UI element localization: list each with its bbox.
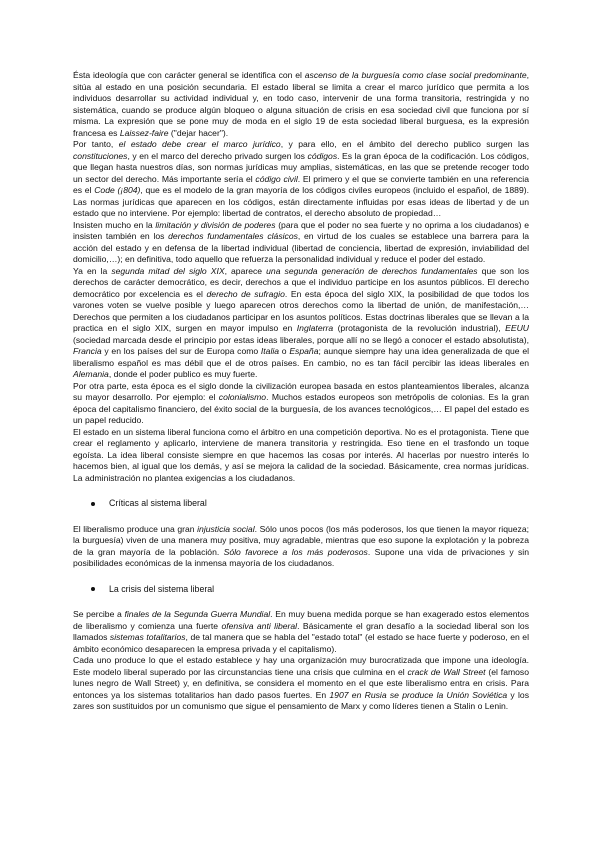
paragraph (73, 655, 529, 713)
text-run: que son los derechos de carácter democrático, es decir, derechos a que el individuo participe en los asuntos públicos. El derecho democrático por excelencia es el (73, 265, 529, 299)
emphasis-text: España (289, 346, 319, 356)
emphasis-text: código civil (255, 173, 298, 184)
emphasis-text: injusticia social (197, 523, 255, 534)
text-run: . Muchos estados europeos son metrópolis de colonias. Es la gran época del capitalismo financiero, del éxito social de la burguesía, de los avances tecnológicos,… El papel del estado es un papel reducido. (73, 392, 530, 425)
paragraph (73, 266, 529, 381)
text-run: El liberalismo produce una gran (73, 523, 198, 534)
section-heading (91, 584, 529, 596)
text-run: (para que el poder no sea fuerte y no oprima a los ciudadanos) e insisten también en los (73, 219, 529, 241)
paragraph (73, 381, 529, 427)
emphasis-text: ascenso de la burguesía como clase social predominante (304, 70, 527, 80)
text-run: Insisten mucho en la (73, 219, 156, 230)
text-run: y los zares son sustituidos por un comunismo que sigue el pensamiento de Marx y como líderes tienen a Stalin o Lenin. (73, 689, 530, 711)
text-run: , que es el modelo de la gran mayoría de los códigos civiles europeos (incluido el español, de 1889). Las normas jurídicas que aparecen en los códigos, están directamente influidas por esas ideas de libertad y de un estado que no interviene. Por ejemplo: libertad de contratos, el derecho absoluto de propiedad… (73, 185, 529, 218)
emphasis-text: EEUU (505, 323, 530, 333)
emphasis-text: crack de Wall Street (407, 666, 486, 677)
emphasis-text: Code (¡804) (94, 185, 141, 195)
text-run: , aparece (224, 265, 267, 276)
section-heading-label: Críticas al sistema liberal (109, 498, 207, 508)
text-run: y en los países del sur de Europa como (101, 346, 261, 356)
emphasis-text: 1907 en Rusia se produce la Unión Soviética (329, 689, 508, 700)
emphasis-text: códigos (307, 150, 338, 161)
text-run: (sociedad marcada desde el principio por estas ideas liberales, porque allí no se llegó a conocer el estado absolutista), (73, 334, 529, 345)
text-run: Ya en la (73, 265, 112, 276)
text-run: . Básicamente el gran desafío a la sociedad liberal son los llamados (73, 620, 529, 642)
section-heading-label: La crisis del sistema liberal (109, 583, 215, 594)
text-run: , en virtud de los cuales se establece una barrera para la acción del estado y en defensa de la libertad individual (libertad de conciencia, libertad de expresión, inviabilidad del domicilio,…); en definitiva, todo aquello que refuerza la personalidad individual y reduce el poder del estado. (73, 231, 530, 264)
emphasis-text: ofensiva anti liberal (221, 620, 298, 631)
text-run: , de tal manera que se habla del "estado total" (el estado se hace fuerte y poderoso, en el ámbito económico desaparecen la empresa privada y el capitalismo). (73, 632, 529, 654)
emphasis-text: segunda mitad del siglo XIX (111, 265, 225, 276)
paragraph (73, 609, 529, 655)
paragraph (73, 70, 529, 139)
text-run: Se percibe a (73, 609, 125, 619)
text-run: . El primero y el que se convierte también en una referencia es el (73, 173, 529, 195)
text-run: , sitúa al estado en una posición secundaria. El estado liberal se limita a crear el marco jurídico que permita a los individuos desarrollar su actividad individual y, en todo caso, intervenir de una forma transitoria, restringida y no sistemática, cuando se produce algún bloqueo o alguna situación de crisis en esa sociedad civil que funciona por sí misma. La expresión que se pone muy de moda en el siglo 19 de esta sociedad liberal burguesa, es la expresión francesa es (73, 70, 529, 138)
emphasis-text: derechos fundamentales clásicos (168, 231, 298, 241)
emphasis-text: Italia (260, 346, 280, 356)
emphasis-text: Francia (73, 346, 102, 356)
text-run: Cada uno produce lo que el estado establece y hay una organización muy burocratizada que impone una ideología. Este modelo liberal superado por las circunstancias tiene una crisis que culmina en el (73, 655, 529, 677)
text-run: . Sólo unos pocos (los más poderosos, los que tienen la mayor riqueza; la burguesía) viven de una manera muy positiva, muy agradable, mientras que eso supone la explotación y la pobreza de la gran mayoría de la población. (73, 523, 529, 557)
text-run: Por tanto, (73, 139, 119, 149)
text-run: o (279, 346, 290, 356)
text-run: Ésta ideología que con carácter general se identifica con el (73, 70, 305, 80)
text-run: El estado en un sistema liberal funciona como el árbitro en una competición deportiva. No es el protagonista. Tiene que crear el reglamento y aplicarlo, interviene de manera transitoria y restringida. Eso tiene en el trasfondo un toque egoísta. La idea liberal consiste siempre en que hacemos las cosas por interés. Al hacerlas por nuestro interés lo hacemos bien, al igual que los demás, y así se mejora la calidad de la sociedad. Básicamente, crea normas jurídicas. La administración no plantea exigencias a los ciudadanos. (73, 426, 529, 483)
emphasis-text: colonialismo (218, 392, 267, 402)
text-run: Por otra parte, esta época es el siglo donde la civilización europea basada en estos planteamientos liberales, alcanza su mayor desarrollo. Por ejemplo: el (73, 380, 529, 402)
emphasis-text: sistemas totalitarios (109, 632, 186, 642)
text-run: . Es la gran época de la codificación. Los códigos, que llegan hasta nuestros días, son normas jurídicas muy amplias, sistemáticas, en las que se pretende recoger todo un sector del derecho. Más importante sería el (73, 150, 529, 184)
section-heading (91, 498, 529, 510)
emphasis-text: constituciones (73, 150, 128, 161)
paragraph (73, 139, 529, 220)
emphasis-text: limitación y división de poderes (155, 219, 276, 230)
text-run: . Supone una vida de privaciones y sin posibilidades económicas de la inmensa mayoría de los ciudadanos. (73, 546, 529, 568)
text-run: (protagonista de la revolución industrial), (333, 323, 506, 333)
text-run: , y para ello, en el ámbito del derecho publico surgen las (280, 139, 529, 149)
emphasis-text: finales de la Segunda Guerra Mundial (124, 609, 271, 619)
text-run: . En muy buena medida porque se han exagerado estos elementos de liberalismo y comienza una fuerte (73, 609, 530, 631)
text-run: . En esta época del siglo XIX, la posibilidad de que todos los varones voten se vuelve posible y luego aparecen otros derechos como la libertad de unión, de manifestación,… Derechos que permiten a los ciudadanos participar en los asuntos políticos. Estas doctrinas liberales que se llevan a la practica en el siglo XIX, surgen en mayor impulso en (73, 288, 529, 333)
emphasis-text: Inglaterra (296, 323, 334, 333)
text-run: , y en el marco del derecho privado surgen los (127, 150, 308, 161)
emphasis-text: Laissez-faire (119, 127, 169, 138)
bullet-icon (91, 502, 95, 506)
paragraph (73, 220, 529, 266)
emphasis-text: el estado debe crear el marco jurídico (118, 139, 281, 149)
text-run: (el famoso lunes negro de Wall Street) y, en definitiva, se considera el momento en el que este liberalismo entra en crisis. Para entonces ya los sistemas totalitarios han dado pasos fuertes. En (73, 666, 529, 700)
bullet-icon (91, 587, 95, 591)
paragraph (73, 524, 529, 570)
emphasis-text: Alemania (73, 369, 109, 379)
document-page (73, 70, 529, 713)
paragraph (73, 427, 529, 485)
text-run: ("dejar hacer"). (168, 127, 229, 138)
emphasis-text: una segunda generación de derechos fundamentales (266, 265, 478, 276)
emphasis-text: derecho de sufragio (206, 288, 285, 299)
text-run: ; aunque siempre hay una idea generalizada de que el liberalismo español es mas débil que el de otros países. En cambio, no es tan fácil percibir las ideas liberales en (73, 346, 530, 368)
text-run: , donde el poder publico es muy fuerte. (108, 369, 258, 379)
emphasis-text: Sólo favorece a los más poderosos (223, 546, 368, 557)
